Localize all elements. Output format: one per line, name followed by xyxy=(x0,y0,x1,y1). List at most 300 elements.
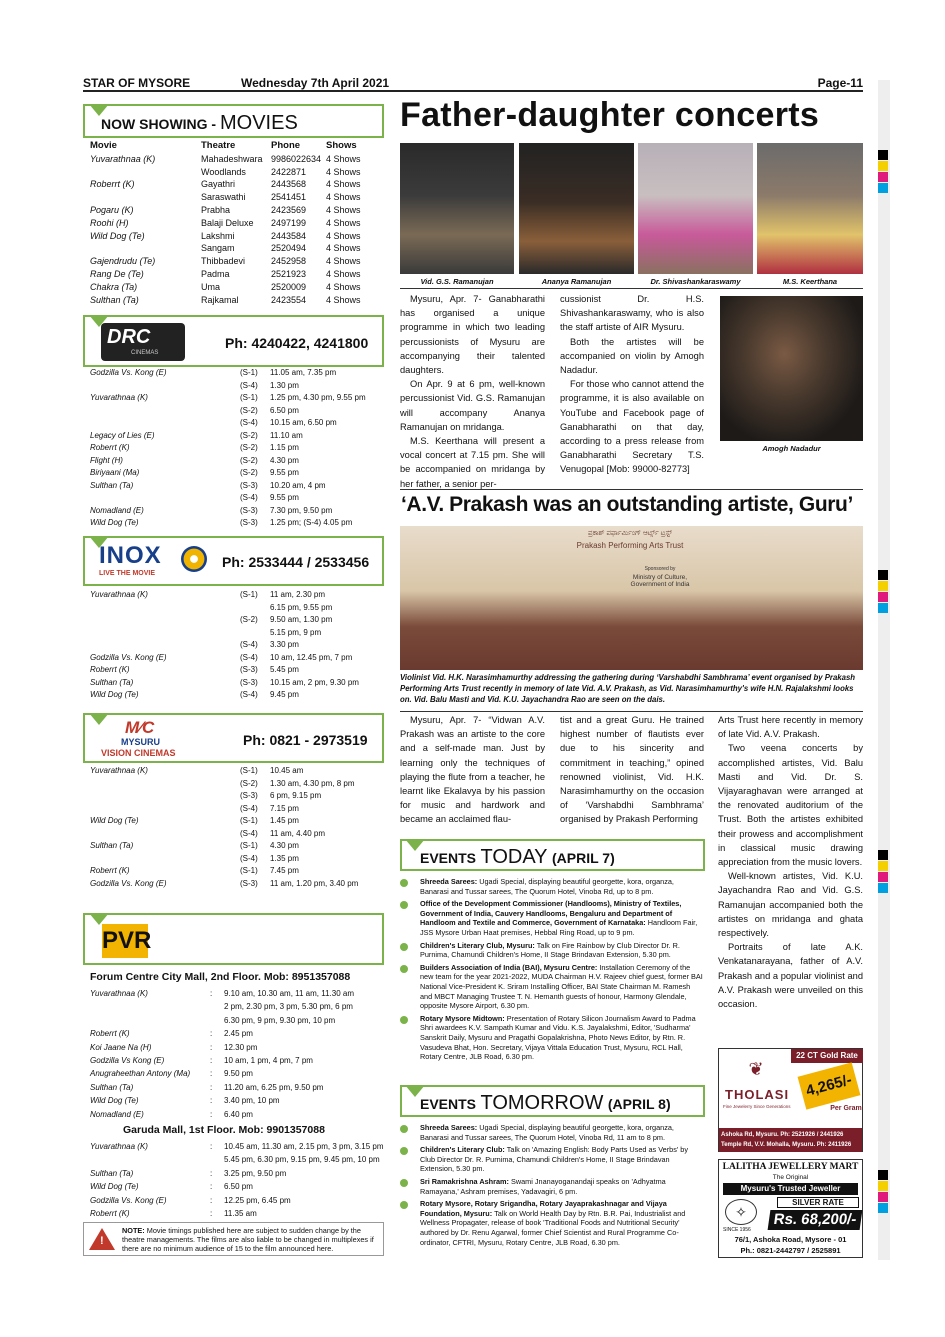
color-swatch xyxy=(878,183,888,193)
tholasi-tag: Fine Jewelerry Since Generations xyxy=(723,1104,791,1109)
warning-icon-mark: ! xyxy=(100,1235,104,1247)
lalitha-emblem-icon: ✧ xyxy=(725,1199,757,1225)
movie-cell: Sulthan (Ta) xyxy=(90,294,139,305)
table-row xyxy=(90,166,384,179)
screen-cell: (S-2) xyxy=(240,443,258,452)
event-detail: Handloom Fair, JSS Mysore Urban Haat premises, Hebbal Ring Road, up to 9 pm. xyxy=(420,918,698,937)
event-item xyxy=(398,1199,704,1247)
screen-cell: : xyxy=(210,1029,213,1039)
caption-keerthana: M.S. Keerthana xyxy=(782,277,838,286)
movie-cell: Koi Jaane Na (H) xyxy=(90,1042,152,1052)
screen-cell: (S-4) xyxy=(240,493,258,502)
schedule-row xyxy=(90,480,384,493)
movie-cell: Sulthan (Ta) xyxy=(90,677,134,687)
movie-cell: Biriyaani (Ma) xyxy=(90,468,140,477)
screen-cell: (S-1) xyxy=(240,866,258,875)
schedule-row xyxy=(90,455,384,468)
schedule-row xyxy=(90,790,384,803)
lalitha-address: 76/1, Ashoka Road, Mysore - 01 xyxy=(734,1235,847,1244)
screen-cell: (S-1) xyxy=(240,841,258,850)
drc-logo-sub: CINEMAS xyxy=(131,350,159,356)
table-row xyxy=(90,294,384,307)
event-host: Office of the Development Commissioner (Handlooms), Ministry of Textiles, Government of India, Cauvery Handlooms, Bengaluru and Department of Handloom and Textile and Commerce, Government of Karnataka: xyxy=(420,899,682,928)
table-header xyxy=(90,140,384,153)
mvc-logo: MYSURU xyxy=(121,737,161,747)
story1-para: On Apr. 9 at 6 pm, well-known percussionist Vid. G.S. Ramanujan will accompany Ananya Ramanujan on mridanga. xyxy=(400,379,545,432)
story2-para: Two veena concerts by accomplished artistes, Vid. Balu Masti and Vid. Dr. S. Vijayaraghavan were arranged at the renovated auditorium of the Trust. Both the artistes exhibited their prowess and accomplishment in classical music drawing appreciation from the music lovers. xyxy=(718,743,863,868)
movie-cell xyxy=(90,1000,210,1013)
schedule-row xyxy=(90,367,384,380)
margin-bar xyxy=(878,80,890,1260)
movie-cell: Wild Dog (Te) xyxy=(90,816,139,825)
screen-cell xyxy=(240,627,270,640)
story2-para: Portraits of late A.K. Venkatanarayana, father of A.V. Prakash and a popular violinist and A.V. Prakash were unveiled on this occasion. xyxy=(718,942,863,1010)
screen-cell: (S-2) xyxy=(240,405,258,415)
note-text xyxy=(122,1226,382,1254)
divider xyxy=(400,711,863,712)
screen-cell: (S-2) xyxy=(240,455,258,465)
times-cell: 10.45 am xyxy=(270,766,304,775)
title-part-b: MOVIES xyxy=(220,112,298,134)
shows-cell: 4 Shows xyxy=(326,166,361,177)
phone-cell: 2443568 xyxy=(271,179,307,190)
schedule-row xyxy=(90,987,384,1000)
events-tomorrow-title xyxy=(420,1092,671,1115)
schedule-row xyxy=(90,1054,384,1067)
story2-para: tist and a great Guru. He trained highest number of flautists ever due to his sincerity and commitment in teaching,” opined renowned violinist, Vid. H.K. Narasimhamurthy on the occasion of ‘Varshabdhi Sambhrama’ organised by Prakash Performing xyxy=(560,715,704,825)
mvc-box xyxy=(83,713,384,763)
event-host: Builders Association of India (BAI), Mysuru Centre: xyxy=(420,962,598,972)
pvr-box xyxy=(83,913,384,965)
col-theatre: Theatre xyxy=(201,140,236,151)
screen-cell: : xyxy=(210,1096,213,1106)
note-box xyxy=(83,1222,384,1256)
screen-cell: : xyxy=(210,1209,213,1219)
color-swatch xyxy=(878,872,888,882)
lalitha-name: LALITHA JEWELLERY MART xyxy=(722,1162,859,1172)
phone-cell: 9986022634 xyxy=(271,153,322,164)
schedule-row xyxy=(90,1081,384,1094)
movie-cell: Yuvarathnaa (K) xyxy=(90,766,148,775)
schedule-row xyxy=(90,589,384,602)
screen-cell: (S-1) xyxy=(240,590,258,599)
schedule-row xyxy=(90,492,384,505)
movie-cell: Roberrt (K) xyxy=(90,665,130,674)
caption-ananya: Ananya Ramanujan xyxy=(541,277,612,286)
note-label: NOTE: xyxy=(122,1226,145,1235)
event-item xyxy=(398,1123,704,1142)
story1-col1 xyxy=(400,292,545,491)
event-item xyxy=(398,941,704,960)
color-swatch xyxy=(878,1181,888,1191)
movie-cell xyxy=(90,602,240,615)
movie-cell: Yuvarathnaa (K) xyxy=(90,989,148,998)
mvc-logo2: VISION CINEMAS xyxy=(101,748,176,758)
screen-cell: : xyxy=(210,1182,213,1192)
caption-event: Violinist Vid. H.K. Narasimhamurthy addressing the gathering during ‘Varshabdhi Sambhrama’ event organised by Prakash Performing Arts Trust recently in memory of late Vid. A.V. Prakash, as Vid. Narasimhamurthy's wife H.N. Rajalakshmi looks on. Vid. Balu Masti and Vid. K.U. Jayachandra Rao are seen on the dais. xyxy=(400,673,856,704)
schedule-row xyxy=(90,853,384,866)
schedule-row xyxy=(90,639,384,652)
screen-cell: (S-3) xyxy=(240,480,258,490)
movie-cell: Sulthan (Ta) xyxy=(90,1168,134,1178)
schedule-row xyxy=(90,1041,384,1054)
inox-box xyxy=(83,536,384,586)
movie-cell: Sulthan (Ta) xyxy=(90,841,134,850)
banner-ministry: Ministry of Culture, Government of India xyxy=(630,574,690,588)
schedule-row xyxy=(90,442,384,455)
theatre-cell: Padma xyxy=(201,268,230,279)
movie-cell xyxy=(90,803,240,816)
theatre-cell: Gayathri xyxy=(201,179,236,190)
movie-cell xyxy=(90,492,240,505)
shows-cell: 4 Shows xyxy=(326,256,361,267)
col-movie: Movie xyxy=(90,140,117,151)
screen-cell: (S-4) xyxy=(240,803,258,813)
times-cell: 11.05 am, 7.35 pm xyxy=(270,368,337,377)
shows-cell: 4 Shows xyxy=(326,192,361,203)
color-swatch xyxy=(878,172,888,182)
event-detail: Presentation of Rotary Silicon Journalism Award to Padma Shri awardees K.V. Sampath Kumar and Vidu. K.S. Jayalakshmi, Editor, 'Sudharma' Sanskrit Daily, Mysuru and Pragathi Gopalakrishna, Photo News Editor, by Rtn. R. Vasudeva Bhat, Hon. Secretary, Vijaya Vittala Education Trust, Mysuru, RCL Hall, Rotary Centre, JLB Road, 6.30 pm. xyxy=(420,1013,696,1062)
story1-para: cussionist Dr. H.S. Shivashankaraswamy, who is also the staff artiste of AIR Mysuru. xyxy=(560,294,704,333)
story2-col1 xyxy=(400,713,545,827)
drc-box xyxy=(83,315,384,367)
color-swatch xyxy=(878,861,888,871)
paper-name: STAR OF MYSORE xyxy=(83,76,191,90)
story1-para: For those who cannot attend the programme, it is also available on YouTube and Facebook page of Ganabharathi on that day, according to a press release from Ganabharathi Secretary T.S. Venugopal [Mob: 99000-82773] xyxy=(560,379,704,475)
color-swatch xyxy=(878,603,888,613)
times-cell: 2 pm, 2.30 pm, 3 pm, 5.30 pm, 6 pm xyxy=(224,1002,353,1012)
times-cell: 1.45 pm xyxy=(270,816,299,825)
schedule-row xyxy=(90,664,384,677)
theatre-cell: Rajkamal xyxy=(201,294,239,305)
times-cell: 12.30 pm xyxy=(224,1042,258,1052)
movie-cell: Rang De (Te) xyxy=(90,268,144,279)
screen-cell: (S-3) xyxy=(240,677,258,687)
schedule-row xyxy=(90,1180,384,1193)
screen-cell: (S-2) xyxy=(240,468,258,477)
table-row xyxy=(90,153,384,166)
movie-cell: Roberrt (K) xyxy=(90,179,135,190)
times-cell: 10 am, 1 pm, 4 pm, 7 pm xyxy=(224,1056,313,1066)
times-cell: 5.15 pm, 9 pm xyxy=(270,627,322,637)
movie-cell: Roberrt (K) xyxy=(90,1209,130,1219)
story2-col2 xyxy=(560,713,704,827)
schedule-row xyxy=(90,602,384,615)
movie-cell: Yuvarathnaa (K) xyxy=(90,393,148,402)
phone-cell: 2452958 xyxy=(271,256,307,267)
screen-cell: : xyxy=(210,1142,213,1151)
screen-cell: : xyxy=(210,1109,213,1119)
times-cell: 3.40 pm, 10 pm xyxy=(224,1096,280,1106)
event-item xyxy=(398,899,704,937)
mvc-icon: M⁄C xyxy=(125,718,155,737)
phone-cell: 2521923 xyxy=(271,268,307,279)
movie-cell: Wild Dog (Te) xyxy=(90,1182,139,1192)
screen-cell: : xyxy=(210,1042,213,1052)
theatre-cell: Prabha xyxy=(201,204,231,215)
screen-cell xyxy=(210,1153,224,1166)
movie-cell: Wild Dog (Te) xyxy=(90,1096,139,1106)
screen-cell: (S-2) xyxy=(240,430,258,440)
times-cell: 6.40 pm xyxy=(224,1109,253,1119)
phone-cell: 2422871 xyxy=(271,166,307,177)
event-item xyxy=(398,963,704,1011)
movie-cell xyxy=(90,1153,210,1166)
shows-cell: 4 Shows xyxy=(326,243,361,254)
per-gram: Per Gram xyxy=(830,1105,862,1112)
color-swatch xyxy=(878,1170,888,1180)
divider xyxy=(400,288,863,289)
screen-cell: (S-4) xyxy=(240,652,258,662)
event-detail: Talk on 'Amazing English: Body Parts Used as Verbs' by Club Director Dr. R. Purnima, Chamundi Children's Home, II Stage Brindavan Extension, 5.30 pm. xyxy=(420,1145,689,1174)
movie-cell: Wild Dog (Te) xyxy=(90,518,139,527)
note-body: Movie timings published here are subject to sudden change by the theatre managements. The films are also liable to be changed in multiplexes if there are no minimum audience of 15 to the film announced here. xyxy=(122,1226,374,1254)
movie-cell xyxy=(90,166,201,179)
times-cell: 9.50 pm xyxy=(224,1069,253,1079)
movie-cell xyxy=(90,790,240,803)
movie-cell: Godzilla Vs. Kong (E) xyxy=(90,368,167,377)
pvr-forum-header: Forum Centre City Mall, 2nd Floor. Mob: 8951357088 xyxy=(90,971,351,983)
color-swatch xyxy=(878,850,888,860)
mvc-phone: Ph: 0821 - 2973519 xyxy=(243,732,368,748)
photo-amogh xyxy=(720,296,863,441)
events-label: EVENTS xyxy=(420,850,477,866)
screen-cell: (S-1) xyxy=(240,816,258,825)
times-cell: 4.30 pm xyxy=(270,841,299,850)
times-cell: 11.20 am, 6.25 pm, 9.50 pm xyxy=(224,1082,324,1092)
movie-cell: Roberrt (K) xyxy=(90,866,130,875)
color-swatch xyxy=(878,1203,888,1213)
event-item xyxy=(398,1014,704,1062)
times-cell: 1.15 pm xyxy=(270,443,299,452)
silver-rate-label: SILVER RATE xyxy=(777,1197,859,1208)
shows-cell: 4 Shows xyxy=(326,294,361,305)
story2-para: Arts Trust here recently in memory of late Vid. A.V. Prakash. xyxy=(718,715,863,740)
phone-cell: 2497199 xyxy=(271,217,307,228)
schedule-row xyxy=(90,392,384,405)
event-host: Rotary Mysore Midtown: xyxy=(420,1013,505,1023)
events-label: EVENTS xyxy=(420,1096,477,1112)
theatre-cell: Lakshmi xyxy=(201,230,235,241)
schedule-row xyxy=(90,517,384,530)
movie-cell: Godzilla Vs. Kong (E) xyxy=(90,1195,167,1205)
times-cell: 1.25 pm; (S-4) 4.05 pm xyxy=(270,518,353,527)
events-tomorrow-list xyxy=(398,1123,704,1250)
event-detail: Talk on World Health Day by Rtn. B.R. Pai, Industrialist and Wellness Propagater, release of book 'Traditional Foods and Nutritional Security' authored by Dr. Renu Agarwal, former Chief Scientist and Rural Programme Co-ordinator, CFTRI, Mysuru, Rotary Centre, JLB Road, 6.30 pm. xyxy=(420,1208,686,1247)
schedule-row xyxy=(90,677,384,690)
schedule-row xyxy=(90,803,384,816)
movie-cell: Nomadland (E) xyxy=(90,505,144,515)
event-host: Shreeda Sarees: xyxy=(420,1123,478,1132)
times-cell: 7.45 pm xyxy=(270,866,299,875)
times-cell: 11 am, 4.40 pm xyxy=(270,828,325,838)
event-host: Shreeda Sarees: xyxy=(420,877,478,886)
times-cell: 11.10 am xyxy=(270,430,303,440)
movie-cell: Sulthan (Ta) xyxy=(90,1082,134,1092)
story1-col2 xyxy=(560,292,704,477)
movie-cell: Yuvarathnaa (K) xyxy=(90,153,156,164)
headline-av-prakash: ‘A.V. Prakash was an outstanding artiste, Guru’ xyxy=(401,493,853,516)
times-cell: 9.55 pm xyxy=(270,493,299,502)
shows-cell: 4 Shows xyxy=(326,268,361,279)
banner-english: Prakash Performing Arts Trust xyxy=(576,541,684,550)
schedule-row xyxy=(90,467,384,480)
screen-cell xyxy=(210,1014,224,1027)
pvr-forum-schedule xyxy=(90,987,384,1121)
movie-cell xyxy=(90,627,240,640)
divider xyxy=(400,489,863,490)
movie-cell: Pogaru (K) xyxy=(90,204,134,215)
movie-cell: Nomadland (E) xyxy=(90,1109,144,1119)
movie-cell xyxy=(90,828,240,841)
mvc-schedule xyxy=(90,765,384,890)
times-cell: 11 am, 2.30 pm xyxy=(270,590,325,599)
event-detail: Installation Ceremony of the new team for the year 2021-2022, MUDA Chairman H.V. Rajeev chief guest, former BAI National Vice-President K. Sriram Installing Officer, BAI State Chairman M. Ramesh and MBCT Managing Trustee T. N. Hemanth guests of honour, Harmony Glendale, opposite Mysore Airport, 6.30 pm. xyxy=(420,962,703,1011)
movie-cell: Flight (H) xyxy=(90,455,123,465)
theatre-cell: Balaji Deluxe xyxy=(201,217,254,228)
times-cell: 12.25 pm, 6.45 pm xyxy=(224,1195,291,1205)
movie-cell xyxy=(90,380,240,393)
events-today-list xyxy=(398,877,704,1065)
movie-cell: Godzilla Vs. Kong (E) xyxy=(90,878,167,888)
movie-cell xyxy=(90,191,201,204)
schedule-row xyxy=(90,627,384,640)
phone-cell: 2520009 xyxy=(271,281,307,292)
schedule-row xyxy=(90,1108,384,1121)
schedule-row xyxy=(90,1067,384,1080)
schedule-row xyxy=(90,505,384,518)
screen-cell: : xyxy=(210,1168,213,1178)
screen-cell: : xyxy=(210,989,213,998)
schedule-row xyxy=(90,1094,384,1107)
inox-sub: LIVE THE MOVIE xyxy=(99,570,156,577)
schedule-row xyxy=(90,1167,384,1180)
movie-cell: Legacy of Lies (E) xyxy=(90,430,155,440)
pvr-logo: PVR xyxy=(102,924,148,958)
screen-cell: (S-3) xyxy=(240,878,258,888)
times-cell: 6 pm, 9.15 pm xyxy=(270,791,322,800)
movie-cell xyxy=(90,242,201,255)
lalitha-orig: The Original xyxy=(772,1174,809,1181)
story1-para: Both the artistes will be accompanied on violin by Amogh Nadadur. xyxy=(560,336,704,376)
times-cell: 9.55 pm xyxy=(270,468,299,477)
inox-logo: INOX xyxy=(99,542,162,569)
tholasi-addr1: Ashoka Rd, Mysuru. Ph: 2521926 / 2441926 xyxy=(721,1132,844,1138)
caption-shivashankaraswamy: Dr. Shivashankaraswamy xyxy=(650,277,741,286)
color-swatch xyxy=(878,592,888,602)
table-row xyxy=(90,281,384,294)
times-cell: 10.15 am, 2 pm, 9.30 pm xyxy=(270,677,359,687)
lalitha-phone: Ph.: 0821-2442797 / 2525891 xyxy=(740,1246,841,1255)
screen-cell xyxy=(240,602,270,615)
now-showing-box xyxy=(83,104,384,138)
movie-cell: Wild Dog (Te) xyxy=(90,230,145,241)
pvr-garuda-header: Garuda Mall, 1st Floor. Mob: 9901357088 xyxy=(123,1124,325,1136)
table-row xyxy=(90,178,384,191)
color-swatch xyxy=(878,150,888,160)
movie-cell xyxy=(90,417,240,430)
screen-cell: (S-2) xyxy=(240,778,258,788)
photo-ananya xyxy=(519,143,634,274)
times-cell: 1.25 pm, 4.30 pm, 9.55 pm xyxy=(270,393,366,402)
times-cell: 9.45 pm xyxy=(270,690,299,699)
schedule-row xyxy=(90,815,384,828)
shows-cell: 4 Shows xyxy=(326,281,361,292)
event-host: Children's Literary Club: xyxy=(420,1145,505,1155)
table-row xyxy=(90,268,384,281)
caption-ramanujan: Vid. G.S. Ramanujan xyxy=(420,277,494,286)
shows-cell: 4 Shows xyxy=(326,230,361,241)
schedule-row xyxy=(90,840,384,853)
event-host: Sri Ramakrishna Ashram: xyxy=(420,1176,509,1186)
screen-cell: (S-2) xyxy=(240,615,258,624)
movie-cell: Roohi (H) xyxy=(90,217,129,228)
story2-col3 xyxy=(718,713,863,1011)
events-day: TODAY xyxy=(480,846,548,868)
drc-phone: Ph: 4240422, 4241800 xyxy=(225,335,369,351)
photo-shivashankaraswamy xyxy=(638,143,753,274)
events-today-box xyxy=(400,839,705,871)
theatre-cell: Mahadeshwara xyxy=(201,153,263,164)
times-cell: 4.30 pm xyxy=(270,455,299,465)
event-host: Children's Literary Club, Mysuru: xyxy=(420,940,535,950)
times-cell: 1.30 pm xyxy=(270,380,299,390)
issue-date: Wednesday 7th April 2021 xyxy=(241,76,390,90)
times-cell: 7.15 pm xyxy=(270,803,299,813)
movie-cell: Gajendrudu (Te) xyxy=(90,256,156,267)
schedule-row xyxy=(90,778,384,791)
schedule-row xyxy=(90,1000,384,1013)
event-detail: Swami Jnanayoganandaji speaks on 'Adhyatma Ramayana,' Ashram premises, Yadavagiri, 6 pm. xyxy=(420,1176,666,1196)
tholasi-emblem-icon: ❦ xyxy=(748,1059,764,1079)
movie-cell: Chakra (Ta) xyxy=(90,281,138,292)
col-phone: Phone xyxy=(271,140,301,151)
table-row xyxy=(90,255,384,268)
schedule-row xyxy=(90,1194,384,1207)
color-swatch xyxy=(878,161,888,171)
headline-father-daughter: Father-daughter concerts xyxy=(400,96,820,134)
schedule-row xyxy=(90,652,384,665)
schedule-row xyxy=(90,380,384,393)
movie-cell xyxy=(90,614,240,627)
movie-cell: Roberrt (K) xyxy=(90,443,130,452)
screen-cell: (S-3) xyxy=(240,791,258,800)
page-header xyxy=(83,74,863,92)
events-day: TOMORROW xyxy=(480,1092,604,1114)
times-cell: 6.15 pm, 9.55 pm xyxy=(270,602,333,612)
tholasi-ad xyxy=(718,1048,863,1152)
screen-cell: (S-1) xyxy=(240,766,258,775)
screen-cell: (S-1) xyxy=(240,393,258,402)
event-item xyxy=(398,1145,704,1174)
inox-phone: Ph: 2533444 / 2533456 xyxy=(222,554,370,570)
theatre-cell: Woodlands xyxy=(201,166,246,177)
times-cell: 5.45 pm xyxy=(270,665,299,674)
times-cell: 3.25 pm, 9.50 pm xyxy=(224,1168,287,1178)
movie-cell xyxy=(90,853,240,866)
schedule-row xyxy=(90,405,384,418)
color-swatch xyxy=(878,1192,888,1202)
event-item xyxy=(398,1177,704,1196)
times-cell: 2.45 pm xyxy=(224,1029,253,1039)
photo-keerthana xyxy=(757,143,863,274)
color-swatch xyxy=(878,883,888,893)
tholasi-address xyxy=(719,1128,862,1152)
now-showing-title xyxy=(101,112,298,135)
phone-cell: 2423569 xyxy=(271,204,307,215)
shows-cell: 4 Shows xyxy=(326,217,361,228)
gold-price: 4,265/- xyxy=(798,1062,861,1109)
